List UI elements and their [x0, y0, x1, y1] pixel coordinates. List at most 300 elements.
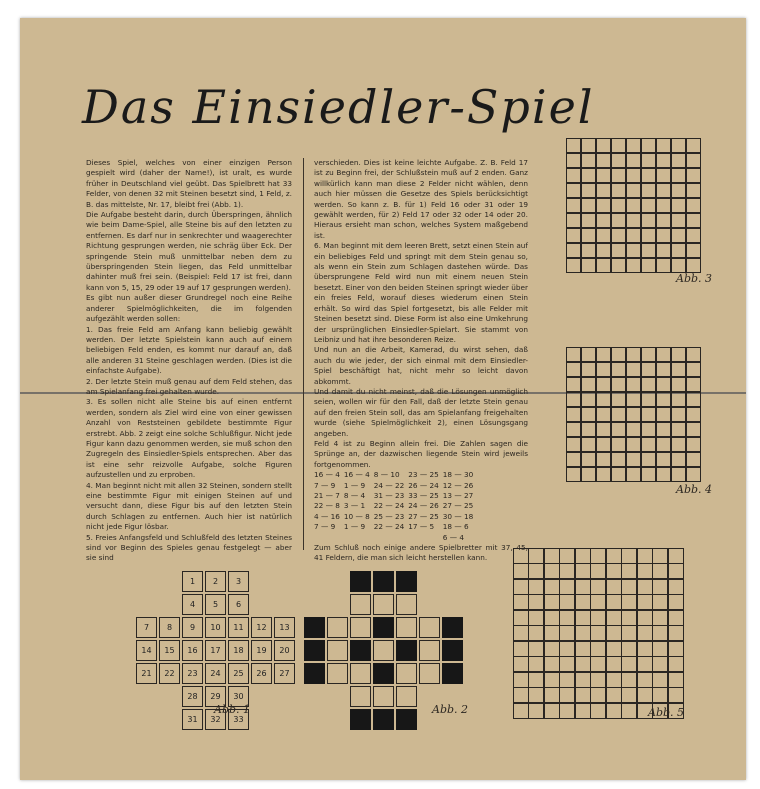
board-field [656, 422, 672, 438]
board-field [671, 407, 687, 423]
label-abb3: Abb. 3 [676, 272, 713, 285]
board-field: 8 [159, 617, 180, 638]
board-field [656, 407, 672, 423]
board-gap [528, 656, 544, 672]
board-gap [566, 168, 582, 184]
board-gap [544, 548, 560, 564]
board-field [671, 377, 687, 393]
board-field [559, 594, 575, 610]
board-gap [136, 594, 157, 615]
board-gap [566, 243, 582, 259]
board-field [611, 138, 627, 154]
board-gap [566, 258, 582, 274]
board-field [350, 617, 371, 638]
paragraph: 1. Das freie Feld am Anfang kann beliebig gewählt werden. Der letzte Spielstein kann auch auf einem beliebigen Feld enden, es kommt nur darauf an, daß alle anderen 31 Steine geschlagen werden. (Dies ist die einfachste Aufgabe). [86, 324, 292, 376]
move-cell [314, 533, 344, 543]
board-field [626, 452, 642, 468]
board-field [641, 467, 657, 483]
board-field [606, 656, 622, 672]
board-stone [442, 617, 463, 638]
board-field [373, 594, 394, 615]
board-gap [668, 672, 684, 688]
board-stone [350, 709, 371, 730]
board-field [373, 686, 394, 707]
board-gap [513, 687, 529, 703]
move-cell: 13 — 27 [442, 491, 474, 500]
board-field [671, 392, 687, 408]
board-stone [304, 663, 325, 684]
board-gap [596, 228, 612, 244]
board-field [611, 422, 627, 438]
move-cell: 3 — 1 [343, 501, 366, 511]
board-field [590, 579, 606, 595]
paragraph: Dieses Spiel, welches von einer einzigen Person gespielt wird (daher der Name!), ist uralt, es wurde früher in Deutschland viel geübt. Das Spielbrett hat 33 Felder, von denen 32 mit Steinen besetzt sind, 1 Feld, z. B. das mittelste, Nr. 17, bleibt frei (Abb. 1). [86, 158, 292, 209]
board-gap [566, 452, 582, 468]
board-field [575, 641, 591, 657]
move-cell: 24 — 26 [408, 501, 439, 511]
board-gap [304, 709, 325, 730]
move-cell: 8 — 10 [373, 470, 400, 480]
board-field [626, 153, 642, 169]
board-gap [274, 686, 295, 707]
move-cell: 6 — 4 [442, 532, 465, 542]
board-field [590, 610, 606, 626]
board-abb5 [513, 548, 684, 719]
board-gap [671, 467, 687, 483]
closing-paragraph: Zum Schluß noch einige andere Spielbretter mit 37, 45, 41 Feldern, die man sich leicht herstellen kann. [314, 543, 528, 563]
move-cell: 24 — 22 [373, 480, 405, 490]
board-field [611, 347, 627, 363]
board-field [621, 610, 637, 626]
board-field [621, 641, 637, 657]
move-cell: 7 — 9 [314, 522, 336, 532]
board-field [575, 579, 591, 595]
board-gap [621, 563, 637, 579]
board-gap [327, 686, 348, 707]
board-gap [544, 687, 560, 703]
board-gap [575, 703, 591, 719]
board-field [656, 437, 672, 453]
move-cell: 25 — 23 [373, 511, 405, 521]
move-cell: 22 — 8 [314, 501, 340, 511]
board-field [671, 437, 687, 453]
board-field [590, 672, 606, 688]
board-stone [373, 709, 394, 730]
board-gap [566, 467, 582, 483]
board-field [606, 641, 622, 657]
paragraph: 3. Es sollen nicht alle Steine bis auf einen entfernt werden, sondern als Ziel wird eine von einer gewissen Anzahl von Reststeinen gebildete bestimmte Figur erstrebt. Abb. 2 zeigt eine solche Schlußfigur. Nicht jede Figur kann dazu genommen werden, sie muß schon den Zugregeln des Einsiedler-Spiels entsprechen. Aber das ist eine sehr reizvolle Aufgabe, solche Figuren aufzustellen und zu erproben. [86, 397, 292, 480]
label-abb4: Abb. 4 [676, 483, 713, 496]
board-field [656, 392, 672, 408]
board-gap [652, 687, 668, 703]
board-field [641, 258, 657, 274]
board-gap [671, 347, 687, 363]
board-gap [251, 686, 272, 707]
board-gap [656, 228, 672, 244]
board-field [637, 641, 653, 657]
board-gap [274, 594, 295, 615]
paragraph: 4. Man beginnt nicht mit allen 32 Steinen, sondern stellt eine bestimmte Figur mit einigen Steinen auf und versucht dann, diese Figur bis auf den letzten Stein durch Schlagen zu entfernen. Auch hier ist natürlich nicht jede Figur lösbar. [86, 480, 292, 532]
board-gap [575, 548, 591, 564]
board-gap [136, 571, 157, 592]
board-field [641, 228, 657, 244]
board-field [581, 183, 597, 199]
move-cell: 22 — 24 [373, 522, 405, 532]
board-gap [668, 641, 684, 657]
board-gap [274, 571, 295, 592]
board-field [686, 392, 702, 408]
board-abb4 [566, 347, 701, 482]
board-field [590, 548, 606, 564]
board-field [626, 243, 642, 259]
board-field: 1 [182, 571, 203, 592]
board-gap [581, 347, 597, 363]
board-field: 15 [159, 640, 180, 661]
board-stone [350, 640, 371, 661]
board-stone [442, 640, 463, 661]
board-field [656, 183, 672, 199]
board-field: 20 [274, 640, 295, 661]
board-gap [656, 153, 672, 169]
board-gap [513, 703, 529, 719]
board-field [611, 198, 627, 214]
board-field [626, 228, 642, 244]
board-field [671, 213, 687, 229]
board-field [656, 198, 672, 214]
moves-row [314, 533, 477, 543]
board-field [559, 610, 575, 626]
board-gap [559, 687, 575, 703]
board-field: 29 [205, 686, 226, 707]
board-gap [686, 168, 702, 184]
board-field [575, 563, 591, 579]
board-field [611, 467, 627, 483]
board-gap [513, 548, 529, 564]
board-gap [668, 579, 684, 595]
board-field [350, 594, 371, 615]
board-gap [596, 258, 612, 274]
board-gap [251, 594, 272, 615]
board-gap [159, 686, 180, 707]
board-gap [559, 563, 575, 579]
board-field [671, 422, 687, 438]
paragraph: Es gibt nun außer dieser Grundregel noch eine Reihe anderer Spielmöglichkeiten, die im folgenden aufgezählt werden sollen: [86, 293, 292, 324]
board-stone [396, 709, 417, 730]
moves-row [314, 522, 477, 532]
board-field [686, 183, 702, 199]
board-field [611, 228, 627, 244]
board-field [566, 407, 582, 423]
board-field [671, 198, 687, 214]
board-gap [686, 362, 702, 378]
board-field [656, 362, 672, 378]
text-column-left [86, 158, 292, 563]
board-gap [596, 243, 612, 259]
board-field: 22 [159, 663, 180, 684]
board-field: 13 [274, 617, 295, 638]
board-gap [596, 467, 612, 483]
move-cell: 12 — 26 [442, 480, 474, 490]
board-gap [513, 563, 529, 579]
board-field [626, 467, 642, 483]
board-stone [396, 640, 417, 661]
board-gap [581, 258, 597, 274]
board-field [626, 183, 642, 199]
board-gap [686, 347, 702, 363]
board-gap [621, 703, 637, 719]
board-gap [581, 243, 597, 259]
board-field [641, 213, 657, 229]
board-field [419, 640, 440, 661]
board-field: 31 [182, 709, 203, 730]
board-field [621, 594, 637, 610]
board-field [686, 407, 702, 423]
moves-table [314, 470, 477, 543]
board-field [641, 377, 657, 393]
board-gap [652, 563, 668, 579]
board-gap [637, 687, 653, 703]
board-field [596, 213, 612, 229]
board-field [641, 168, 657, 184]
board-stone [442, 663, 463, 684]
board-field: 19 [251, 640, 272, 661]
board-gap [637, 579, 653, 595]
board-gap [513, 641, 529, 657]
moves-row [314, 491, 477, 501]
board-gap [686, 228, 702, 244]
move-cell: 1 — 9 [343, 480, 366, 490]
board-gap [442, 594, 463, 615]
board-gap [668, 594, 684, 610]
move-cell: 30 — 18 [442, 511, 474, 521]
board-field [656, 377, 672, 393]
board-field [686, 422, 702, 438]
board-gap [581, 168, 597, 184]
board-field: 10 [205, 617, 226, 638]
board-field [641, 452, 657, 468]
board-gap [159, 709, 180, 730]
move-cell: 26 — 24 [408, 480, 439, 490]
board-field [581, 407, 597, 423]
board-gap [668, 656, 684, 672]
board-field [641, 347, 657, 363]
moves-row [314, 501, 477, 511]
board-gap [596, 138, 612, 154]
board-gap [581, 153, 597, 169]
board-field [611, 243, 627, 259]
paragraph: Und nun an die Arbeit, Kamerad, du wirst sehen, daß auch du wie jeder, der sich einmal mit dem Einsiedler-Spiel beschäftigt hat, nicht mehr so leicht davon abkommt. [314, 345, 528, 386]
board-gap [566, 437, 582, 453]
board-stone [304, 617, 325, 638]
board-gap [621, 548, 637, 564]
board-field [606, 610, 622, 626]
board-gap [671, 452, 687, 468]
board-field [671, 183, 687, 199]
board-field [596, 452, 612, 468]
board-gap [581, 228, 597, 244]
board-gap [251, 571, 272, 592]
board-field [327, 640, 348, 661]
board-field [559, 625, 575, 641]
move-cell: 16 — 4 [314, 470, 340, 480]
board-field: 18 [228, 640, 249, 661]
board-gap [513, 656, 529, 672]
board-field [590, 656, 606, 672]
board-gap [686, 243, 702, 259]
board-field [611, 183, 627, 199]
board-field [641, 422, 657, 438]
board-field [626, 138, 642, 154]
board-field: 3 [228, 571, 249, 592]
board-gap [606, 703, 622, 719]
paragraph: Und damit du nicht meinst, daß die Lösungen unmöglich seien, wollen wir für den Fall, daß der letzte Stein genau auf den freien Stein soll, das am Spielanfang freigehalten wurde (siehe Spielmöglichkeit 2), einen Lösungsgang angeben. [314, 386, 528, 438]
board-field [626, 362, 642, 378]
board-field [544, 641, 560, 657]
board-field [626, 258, 642, 274]
board-gap [656, 138, 672, 154]
board-field: 30 [228, 686, 249, 707]
board-field [566, 422, 582, 438]
board-field [641, 183, 657, 199]
move-cell: 4 — 16 [314, 511, 340, 521]
board-field [668, 625, 684, 641]
board-gap [528, 687, 544, 703]
board-gap [327, 571, 348, 592]
board-gap [656, 347, 672, 363]
board-field [621, 625, 637, 641]
move-cell: 21 — 7 [314, 491, 340, 500]
board-gap [513, 672, 529, 688]
board-field: 16 [182, 640, 203, 661]
board-gap [656, 258, 672, 274]
board-gap [274, 709, 295, 730]
board-stone [373, 571, 394, 592]
board-field [575, 594, 591, 610]
move-cell: 16 — 4 [343, 470, 370, 480]
board-gap [159, 594, 180, 615]
board-field: 28 [182, 686, 203, 707]
board-field [641, 362, 657, 378]
move-cell: 23 — 25 [408, 470, 439, 480]
move-cell: 33 — 25 [408, 491, 439, 500]
board-field [611, 213, 627, 229]
board-field [611, 377, 627, 393]
board-field [611, 437, 627, 453]
board-field [350, 686, 371, 707]
move-cell: 8 — 4 [343, 491, 366, 500]
board-gap [528, 594, 544, 610]
moves-row [314, 470, 477, 480]
board-field: 2 [205, 571, 226, 592]
board-field [596, 198, 612, 214]
board-gap [528, 703, 544, 719]
board-field: 9 [182, 617, 203, 638]
board-field [396, 686, 417, 707]
board-field [626, 422, 642, 438]
moves-row [314, 512, 477, 522]
board-gap [581, 467, 597, 483]
board-gap [581, 138, 597, 154]
board-gap [652, 548, 668, 564]
board-field [641, 153, 657, 169]
board-gap [559, 703, 575, 719]
board-gap [528, 548, 544, 564]
paragraph: verschieden. Dies ist keine leichte Aufgabe. Z. B. Feld 17 ist zu Beginn frei, der Schlußstein muß auf 2 enden. Ganz willkürlich kann man diese 2 Felder nicht wählen, denn auch hier müssen die Gesetze des Spiels berücksichtigt werden. So kann z. B. für 1) Feld 16 oder 31 oder 19 gewählt werden, für 2) Feld 17 oder 32 oder 14 oder 20. Hieraus ersieht man schon, welches System maßgebend ist. [314, 158, 528, 240]
board-field [626, 168, 642, 184]
board-gap [566, 153, 582, 169]
board-gap [544, 579, 560, 595]
board-gap [327, 594, 348, 615]
label-abb2: Abb. 2 [432, 703, 469, 716]
board-field [686, 198, 702, 214]
move-cell [344, 533, 374, 543]
board-field [606, 672, 622, 688]
board-gap [656, 243, 672, 259]
board-field [327, 663, 348, 684]
board-field [656, 452, 672, 468]
board-gap [159, 571, 180, 592]
board-field: 23 [182, 663, 203, 684]
board-gap [304, 571, 325, 592]
board-gap [581, 452, 597, 468]
board-field [575, 656, 591, 672]
board-field [513, 625, 529, 641]
board-field [559, 579, 575, 595]
paragraph: Feld 4 ist zu Beginn allein frei. Die Zahlen sagen die Sprünge an, der dazwischen liegende Stein wird jeweils fortgenommen. [314, 438, 528, 469]
board-field [590, 625, 606, 641]
board-field [626, 407, 642, 423]
board-field [626, 437, 642, 453]
board-field [596, 183, 612, 199]
board-field: 4 [182, 594, 203, 615]
board-field [606, 563, 622, 579]
board-gap [671, 153, 687, 169]
board-gap [566, 228, 582, 244]
board-gap [581, 362, 597, 378]
board-field [641, 198, 657, 214]
board-gap [544, 703, 560, 719]
board-field [581, 213, 597, 229]
board-field [596, 437, 612, 453]
board-gap [652, 579, 668, 595]
board-gap [668, 563, 684, 579]
board-field: 7 [136, 617, 157, 638]
board-gap [652, 672, 668, 688]
board-field [637, 625, 653, 641]
board-field [396, 663, 417, 684]
board-field: 32 [205, 709, 226, 730]
board-gap [671, 138, 687, 154]
board-field: 26 [251, 663, 272, 684]
board-gap [528, 672, 544, 688]
board-field [419, 617, 440, 638]
board-field [590, 687, 606, 703]
board-field [350, 663, 371, 684]
board-gap [637, 672, 653, 688]
board-gap [637, 563, 653, 579]
board-field [686, 213, 702, 229]
board-field: 27 [274, 663, 295, 684]
board-gap [419, 571, 440, 592]
move-cell: 7 — 9 [314, 480, 336, 490]
board-gap [668, 548, 684, 564]
board-gap [327, 709, 348, 730]
board-field [621, 672, 637, 688]
board-field: 11 [228, 617, 249, 638]
board-gap [656, 467, 672, 483]
paragraph: 5. Freies Anfangsfeld und Schlußfeld des letzten Steines sind vor Beginn des Spieles genau festgelegt — aber sie sind [86, 532, 292, 563]
board-field [544, 610, 560, 626]
